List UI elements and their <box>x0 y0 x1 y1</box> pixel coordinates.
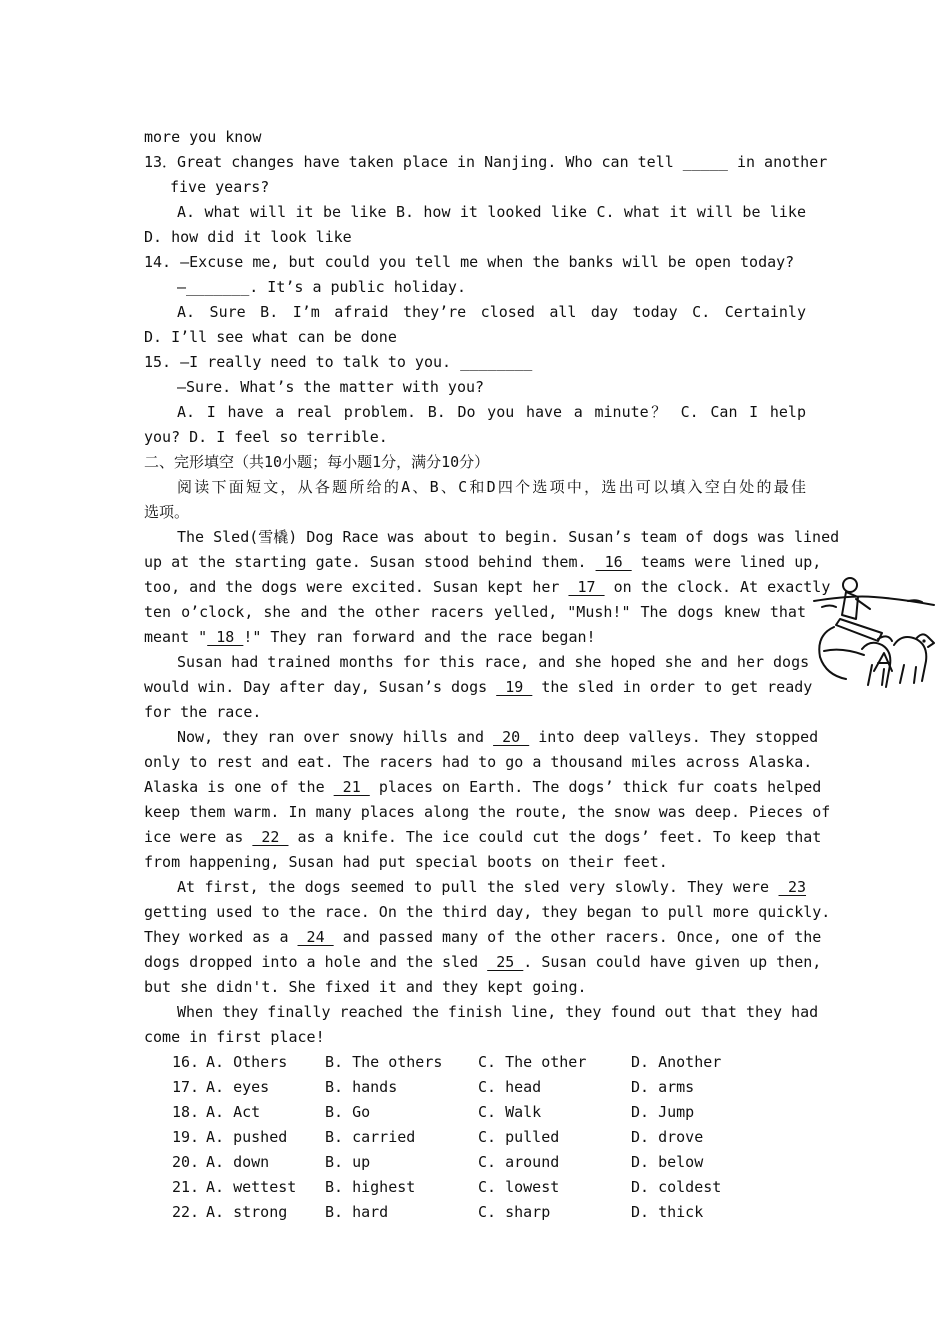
option-d: D. below <box>631 1153 704 1171</box>
passage-line: At first, the dogs seemed to pull the sled very slowly. They were 23 <box>177 878 807 896</box>
passage-line: up at the starting gate. Susan stood behind them. 16 teams were lined up, <box>144 553 822 571</box>
option-b: B. The others <box>325 1053 443 1071</box>
option-b: B. highest <box>325 1178 416 1196</box>
option-b: B. hard <box>325 1203 389 1221</box>
option-c: C. head <box>478 1078 542 1096</box>
blank-24: 24 <box>297 928 334 946</box>
option-c: C. lowest <box>478 1178 560 1196</box>
option-a: A. Others <box>206 1053 288 1071</box>
passage-line: Alaska is one of the 21 places on Earth. The dogs’ thick fur coats helped <box>144 778 822 796</box>
passage-line: ice were as 22 as a knife. The ice could cut the dogs’ feet. To keep that <box>144 828 822 846</box>
text-line: more you know <box>144 128 262 146</box>
blank-19: 19 <box>496 678 533 696</box>
blank-22: 22 <box>252 828 289 846</box>
blank-23: 23 <box>778 878 807 896</box>
option-a: A. down <box>206 1153 270 1171</box>
question-number: 21. <box>172 1178 200 1196</box>
question-number: 18. <box>172 1103 200 1121</box>
question-number: 16. <box>172 1053 200 1071</box>
passage-line: too, and the dogs were excited. Susan kept her 17 on the clock. At exactly <box>144 578 831 596</box>
option-c: C. sharp <box>478 1203 551 1221</box>
sled-dog-illustration <box>812 575 936 697</box>
option-b: B. hands <box>325 1078 398 1096</box>
text-line: —_______. It’s a public holiday. <box>177 278 466 296</box>
option-d: D. Jump <box>631 1103 695 1121</box>
option-a: A. strong <box>206 1203 288 1221</box>
option-b: B. Go <box>325 1103 371 1121</box>
option-a: A. pushed <box>206 1128 288 1146</box>
passage-line: ten o’clock, she and the other racers yelled, "Mush!" The dogs knew that <box>144 603 806 621</box>
text-line: 选项。 <box>144 503 190 521</box>
passage-line: Susan had trained months for this race, and she hoped she and her dogs <box>177 653 810 671</box>
option-d: D. drove <box>631 1128 704 1146</box>
passage-line: would win. Day after day, Susan’s dogs 19 the sled in order to get ready <box>144 678 813 696</box>
passage-line: for the race. <box>144 703 262 721</box>
passage-line: only to rest and eat. The racers had to go a thousand miles across Alaska. <box>144 753 813 771</box>
passage-line: meant " 18 !" They ran forward and the race began! <box>144 628 596 646</box>
blank-20: 20 <box>493 728 530 746</box>
question-number: 17. <box>172 1078 200 1096</box>
text-line: —Sure. What’s the matter with you? <box>177 378 485 396</box>
option-a: A. Act <box>206 1103 261 1121</box>
option-b: B. carried <box>325 1128 416 1146</box>
passage-line: but she didn't. She fixed it and they kept going. <box>144 978 587 996</box>
question-13-options: A. what will it be like B. how it looked like C. what it will be like <box>177 203 806 221</box>
option-d: D. arms <box>631 1078 695 1096</box>
question-14-option-d: D. I’ll see what can be done <box>144 328 397 346</box>
passage-line: from happening, Susan had put special boots on their feet. <box>144 853 668 871</box>
option-d: D. Another <box>631 1053 722 1071</box>
question-15: 15. —I really need to talk to you. ________ <box>144 353 533 371</box>
passage-line: keep them warm. In many places along the route, the snow was deep. Pieces of <box>144 803 831 821</box>
question-14-options: A. Sure B. I’m afraid they’re closed all day today C. Certainly <box>177 303 806 321</box>
text-line: five years? <box>170 178 270 196</box>
passage-line: Now, they ran over snowy hills and 20 into deep valleys. They stopped <box>177 728 819 746</box>
option-c: C. around <box>478 1153 560 1171</box>
option-b: B. up <box>325 1153 371 1171</box>
option-d: D. coldest <box>631 1178 722 1196</box>
blank-21: 21 <box>333 778 370 796</box>
blank-16: 16 <box>595 553 632 571</box>
option-c: C. Walk <box>478 1103 542 1121</box>
passage-line: come in first place! <box>144 1028 325 1046</box>
section-instructions: 阅读下面短文，从各题所给的A、B、C和D四个选项中，选出可以填入空白处的最佳 <box>177 478 806 496</box>
question-14: 14. —Excuse me, but could you tell me when the banks will be open today? <box>144 253 795 271</box>
blank-18: 18 <box>207 628 244 646</box>
question-13: 13．Great changes have taken place in Nanjing. Who can tell _____ in another <box>144 153 828 171</box>
passage-line: When they finally reached the finish line, they found out that they had <box>177 1003 819 1021</box>
blank-17: 17 <box>568 578 605 596</box>
section-heading: 二、完形填空（共10小题；每小题1分，满分10分） <box>144 453 490 471</box>
passage-line: dogs dropped into a hole and the sled 25 . Susan could have given up then, <box>144 953 822 971</box>
passage-line: They worked as a 24 and passed many of the other racers. Once, one of the <box>144 928 822 946</box>
option-a: A. eyes <box>206 1078 270 1096</box>
passage-line: The Sled(雪橇) Dog Race was about to begin. Susan’s team of dogs was lined <box>177 528 840 546</box>
option-d: D. thick <box>631 1203 704 1221</box>
question-15-option-d: you? D. I feel so terrible. <box>144 428 388 446</box>
question-number: 19. <box>172 1128 200 1146</box>
option-c: C. The other <box>478 1053 587 1071</box>
option-a: A. wettest <box>206 1178 297 1196</box>
question-number: 20. <box>172 1153 200 1171</box>
question-15-options: A. I have a real problem. B. Do you have a minute？ C. Can I help <box>177 403 806 421</box>
question-13-option-d: D. how did it look like <box>144 228 352 246</box>
blank-25: 25 <box>487 953 524 971</box>
question-number: 22. <box>172 1203 200 1221</box>
option-c: C. pulled <box>478 1128 560 1146</box>
passage-line: getting used to the race. On the third day, they began to pull more quickly. <box>144 903 831 921</box>
